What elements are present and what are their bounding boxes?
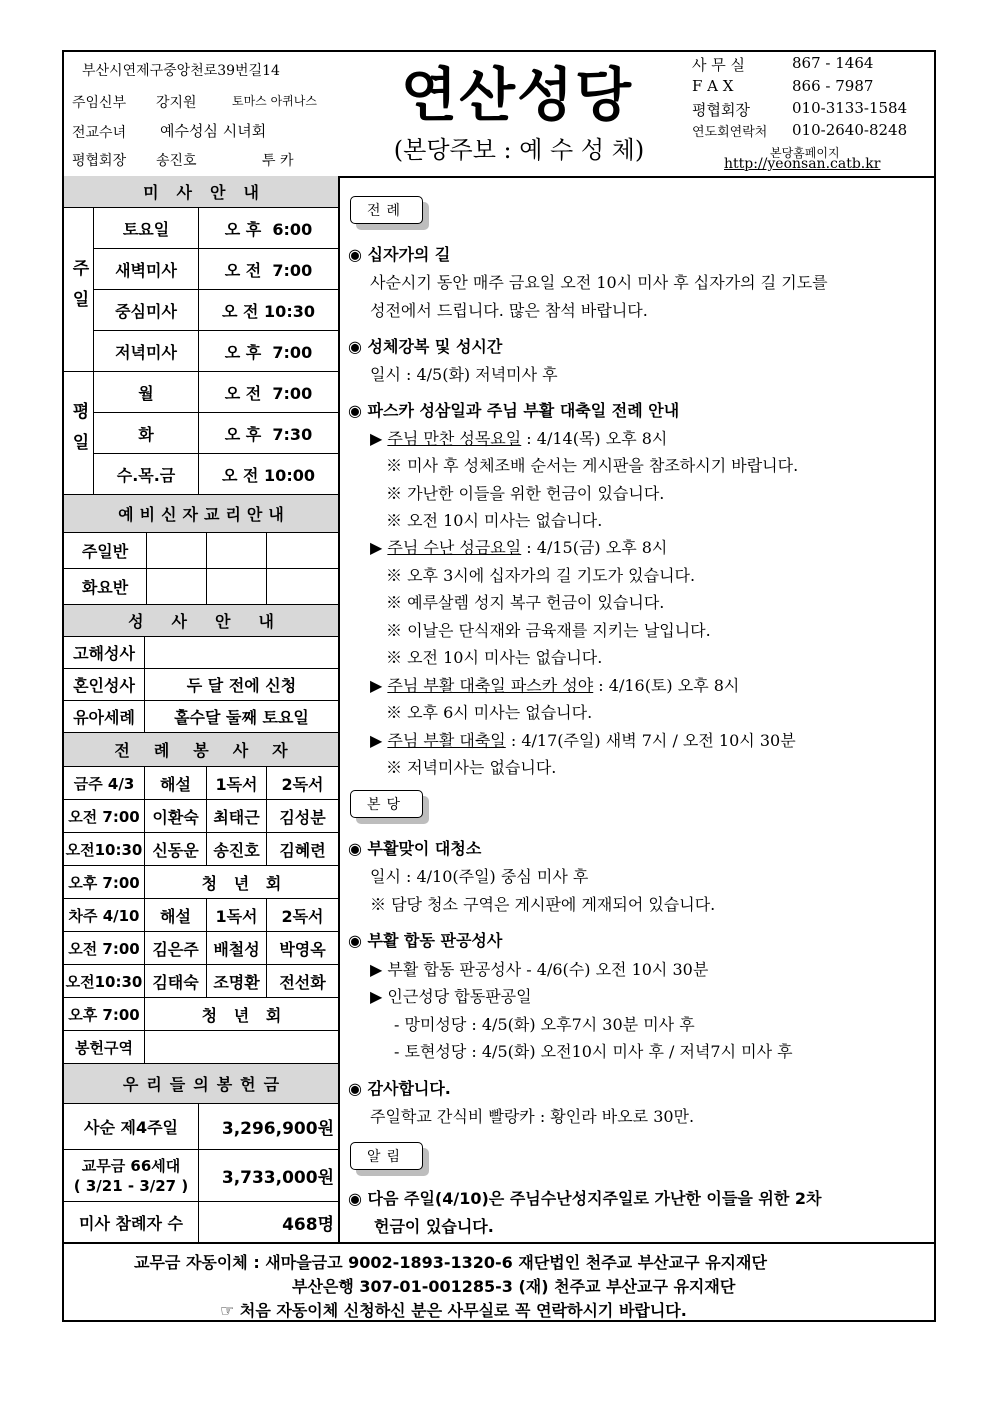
mass-name: 중심미사	[115, 301, 177, 321]
pastor-role: 주임신부	[72, 95, 127, 111]
servers-name: 박영옥	[266, 932, 338, 964]
contact-label: 사 무 실	[692, 56, 746, 74]
item-text: ▶ 인근성당 합동판공일	[370, 987, 532, 1006]
easter-note: ※ 오전 10시 미사는 없습니다.	[386, 648, 603, 667]
offering-label: 미사 참례자 수	[79, 1213, 183, 1233]
item-text: - 망미성당 : 4/5(화) 오후7시 30분 미사 후	[394, 1015, 695, 1034]
item-text: ▶ 부활 합동 판공성사 - 4/6(수) 오전 10시 30분	[370, 960, 709, 979]
item-title: ◉ 감사합니다.	[348, 1079, 451, 1098]
servers-name: 신동운	[144, 833, 206, 865]
sunday-label: 주일	[64, 208, 94, 372]
notice-text: ◉ 다음 주일(4/10)은 주님수난성지주일로 가난한 이들을 위한 2차	[348, 1189, 822, 1208]
servers-group	[144, 1031, 338, 1063]
servers-group: 청 년 회	[144, 866, 338, 898]
servers-group: 청 년 회	[144, 998, 338, 1030]
mass-time: 오 후 7:00	[198, 331, 338, 371]
mass-time: 오 후 6:00	[198, 208, 338, 248]
offering-row	[64, 1202, 338, 1242]
servers-role: 1독서	[206, 767, 266, 799]
contact-value: 010-2640-8248	[792, 121, 908, 139]
contact-value: 866 - 7987	[792, 77, 874, 95]
sacrament-row	[64, 701, 338, 733]
servers-row	[64, 899, 338, 932]
servers-time: 오후 7:00	[68, 1005, 140, 1024]
catechism-class: 화요반	[81, 578, 129, 597]
easter-note: ※ 오후 6시 미사는 없습니다.	[386, 703, 593, 722]
notice-text: 헌금이 있습니다.	[374, 1217, 494, 1236]
servers-name: 김혜련	[266, 833, 338, 865]
catechism-cell	[266, 569, 338, 604]
sacrament-row	[64, 637, 338, 669]
servers-name: 전선화	[266, 965, 338, 997]
mass-name: 수.목.금	[116, 465, 176, 485]
offering-row	[64, 1150, 338, 1202]
council-role: 평협회장	[72, 153, 127, 169]
council-saint: 투 카	[262, 153, 294, 169]
servers-role: 1독서	[206, 899, 266, 931]
header	[64, 52, 934, 178]
mass-row	[94, 290, 338, 331]
catechism-class: 주일반	[81, 542, 129, 561]
weekday-label: 평일	[64, 372, 94, 495]
item-title: ◉ 부활 합동 판공성사	[348, 931, 503, 950]
pastor-saint: 토마스 아퀴나스	[232, 94, 317, 108]
servers-row	[64, 998, 338, 1031]
servers-name: 이환숙	[144, 800, 206, 832]
sacrament-value: 홀수달 둘째 토요일	[144, 701, 338, 732]
council-name: 송진호	[156, 153, 197, 169]
mass-row	[94, 208, 338, 249]
left-column	[64, 176, 340, 1242]
bank-info: 교무금 자동이체 : 새마을금고 9002-1893-1320-6 재단법인 천주교 부산교구 유지재단	[134, 1253, 767, 1272]
page-subtitle: (본당주보 : 예 수 성 체)	[393, 136, 645, 164]
servers-time: 봉헌구역	[75, 1038, 133, 1057]
mass-row	[94, 413, 338, 454]
servers-role: 해설	[144, 767, 206, 799]
mass-name: 새벽미사	[115, 260, 177, 280]
servers-time: 오전 7:00	[68, 807, 140, 826]
easter-service: ▶ 주님 수난 성금요일 : 4/15(금) 오후 8시	[370, 538, 668, 557]
item-title: ◉ 파스카 성삼일과 주님 부활 대축일 전례 안내	[348, 401, 680, 420]
mass-name: 토요일	[122, 219, 170, 239]
servers-row	[64, 965, 338, 998]
offering-row	[64, 1104, 338, 1150]
contact-value: 867 - 1464	[792, 54, 874, 72]
pastor-name: 강지원	[156, 95, 197, 111]
item-title: ◉ 성체강복 및 성시간	[348, 337, 503, 356]
mass-name: 월	[138, 383, 154, 403]
item-text: 성전에서 드립니다. 많은 참석 바랍니다.	[370, 301, 648, 320]
contact-value: 010-3133-1584	[792, 99, 908, 117]
item-text: 사순시기 동안 매주 금요일 오전 10시 미사 후 십자가의 길 기도를	[370, 273, 828, 292]
contact-label: F A X	[692, 77, 734, 95]
sacrament-name: 혼인성사	[73, 676, 135, 695]
catechism-cell	[146, 533, 206, 568]
easter-service: ▶ 주님 만찬 성목요일 : 4/14(목) 오후 8시	[370, 429, 668, 448]
mass-time: 오 전 7:00	[198, 372, 338, 412]
catechism-cell	[206, 569, 266, 604]
offering-label: 사순 제4주일	[84, 1118, 178, 1137]
offering-value: 468명	[198, 1202, 338, 1242]
sister-name: 예수성심 시녀회	[160, 122, 267, 140]
easter-service: ▶ 주님 부활 대축일 파스카 성야 : 4/16(토) 오후 8시	[370, 676, 740, 695]
offering-value: 3,733,000원	[198, 1150, 338, 1201]
homepage-label: 본당홈페이지	[770, 146, 840, 160]
easter-service: ▶ 주님 부활 대축일 : 4/17(주일) 새벽 7시 / 오전 10시 30분	[370, 731, 796, 750]
offering-label-period: ( 3/21 - 3/27 )	[73, 1176, 189, 1195]
mass-time: 오 전 10:30	[198, 290, 338, 330]
servers-time: 오전 7:00	[68, 939, 140, 958]
easter-note: ※ 미사 후 성체조배 순서는 게시판을 참조하시기 바랍니다.	[386, 456, 799, 475]
mass-row	[94, 454, 338, 495]
item-title: ◉ 십자가의 길	[348, 245, 451, 264]
mass-row	[94, 372, 338, 413]
item-title: ◉ 부활맞이 대청소	[348, 839, 482, 858]
parish-tab: 본당	[350, 790, 423, 818]
mass-row	[94, 249, 338, 290]
servers-row	[64, 932, 338, 965]
sacrament-name: 고해성사	[73, 644, 135, 663]
easter-note: ※ 예루살렘 성지 복구 헌금이 있습니다.	[386, 593, 665, 612]
servers-time: 오전10:30	[65, 972, 143, 991]
bulletin-page	[62, 50, 936, 1322]
liturgy-tab: 전례	[350, 196, 423, 224]
servers-name: 조명환	[206, 965, 266, 997]
offering-label	[64, 1150, 198, 1201]
catechism-row	[64, 533, 338, 569]
footer-note: ☞ 처음 자동이체 신청하신 분은 사무실로 꼭 연락하시기 바랍니다.	[220, 1301, 687, 1320]
servers-name: 김은주	[144, 932, 206, 964]
servers-row	[64, 833, 338, 866]
servers-row	[64, 866, 338, 899]
offering-value: 3,296,900원	[198, 1104, 338, 1149]
mass-time: 오 전 10:00	[198, 454, 338, 494]
catechism-cell	[206, 533, 266, 568]
notice-tab: 알림	[350, 1142, 423, 1170]
servers-role: 2독서	[266, 767, 338, 799]
catechism-row	[64, 569, 338, 605]
sacrament-name: 유아세례	[73, 708, 135, 727]
item-text: - 토현성당 : 4/5(화) 오전10시 미사 후 / 저녁7시 미사 후	[394, 1042, 793, 1061]
mass-time: 오 전 7:00	[198, 249, 338, 289]
address: 부산시연제구중앙천로39번길14	[82, 63, 280, 79]
mass-name: 저녁미사	[115, 342, 177, 362]
easter-note: ※ 오전 10시 미사는 없습니다.	[386, 511, 603, 530]
item-text: ※ 담당 청소 구역은 게시판에 게재되어 있습니다.	[370, 895, 716, 914]
servers-role: 해설	[144, 899, 206, 931]
catechism-cell	[266, 533, 338, 568]
item-text: 주일학교 간식비 빨랑카 : 황인라 바오로 30만.	[370, 1107, 695, 1126]
bank-info: 부산은행 307-01-001285-3 (재) 천주교 부산교구 유지재단	[292, 1277, 736, 1296]
servers-time: 차주 4/10	[68, 906, 140, 925]
mass-heading: 미사안내	[64, 176, 338, 208]
sacrament-value	[144, 637, 338, 668]
servers-name: 김성분	[266, 800, 338, 832]
contact-label: 연도회연락처	[692, 125, 768, 140]
servers-name: 송진호	[206, 833, 266, 865]
catechism-heading: 예비신자교리안내	[64, 495, 338, 533]
mass-row	[94, 331, 338, 372]
offering-label-main: 교무금 66세대	[81, 1156, 181, 1175]
homepage-link[interactable]: http://yeonsan.catb.kr	[724, 156, 881, 172]
sacraments-heading: 성사안내	[64, 605, 338, 637]
servers-name: 최태근	[206, 800, 266, 832]
servers-name: 배철성	[206, 932, 266, 964]
servers-row	[64, 767, 338, 800]
page-title: 연산성당	[400, 61, 634, 129]
contact-label: 평협회장	[692, 101, 750, 119]
sister-role: 전교수녀	[72, 125, 127, 141]
easter-note: ※ 가난한 이들을 위한 헌금이 있습니다.	[386, 484, 665, 503]
mass-time: 오 후 7:30	[198, 413, 338, 453]
right-column	[340, 176, 934, 1242]
servers-time: 금주 4/3	[73, 774, 135, 793]
easter-note: ※ 저녁미사는 없습니다.	[386, 758, 557, 777]
servers-row	[64, 800, 338, 833]
sacrament-value: 두 달 전에 신청	[144, 669, 338, 700]
footer	[64, 1242, 934, 1322]
easter-note: ※ 오후 3시에 십자가의 길 기도가 있습니다.	[386, 566, 696, 585]
easter-note: ※ 이날은 단식재와 금육재를 지키는 날입니다.	[386, 621, 711, 640]
servers-role: 2독서	[266, 899, 338, 931]
servers-time: 오전10:30	[65, 840, 143, 859]
mass-name: 화	[138, 424, 154, 444]
sacrament-row	[64, 669, 338, 701]
offering-heading: 우리들의봉헌금	[64, 1064, 338, 1104]
servers-time: 오후 7:00	[68, 873, 140, 892]
catechism-cell	[146, 569, 206, 604]
item-text: 일시 : 4/10(주일) 중심 미사 후	[370, 867, 589, 886]
servers-heading: 전례봉사자	[64, 733, 338, 767]
servers-name: 김태숙	[144, 965, 206, 997]
item-text: 일시 : 4/5(화) 저녁미사 후	[370, 365, 558, 384]
servers-row	[64, 1031, 338, 1064]
